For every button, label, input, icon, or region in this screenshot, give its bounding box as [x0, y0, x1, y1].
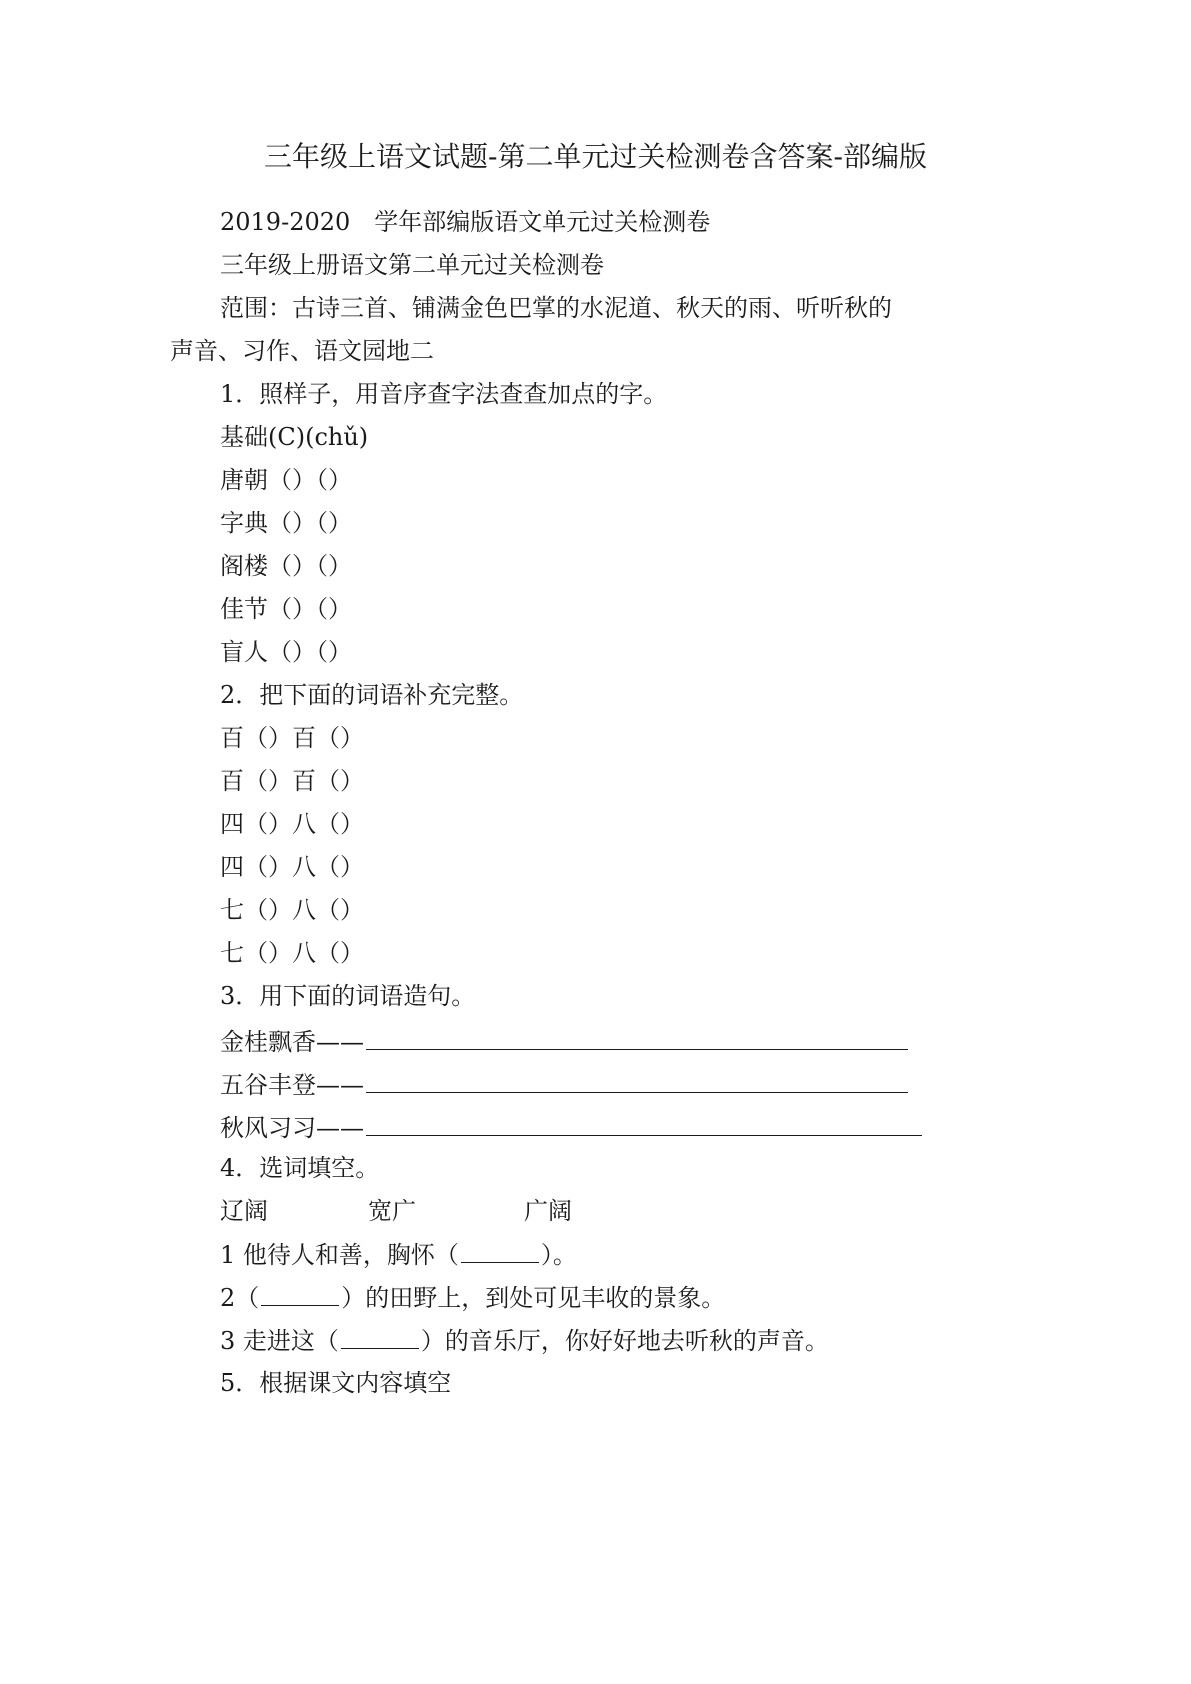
q2-item: 四（）八（）: [220, 853, 364, 881]
q4-sentence-text: 3 走进这（: [220, 1327, 339, 1355]
document-title: 三年级上语文试题-第二单元过关检测卷含答案-部编版: [264, 140, 927, 173]
q3-prompt: 3．用下面的词语造句。: [220, 982, 476, 1010]
fill-blank[interactable]: [261, 1281, 339, 1306]
q1-item: 唐朝（）（）: [220, 466, 352, 494]
q1-item: 阁楼（）（）: [220, 552, 352, 580]
answer-line[interactable]: [366, 1109, 922, 1136]
subtitle-grade: 三年级上册语文第二单元过关检测卷: [220, 251, 604, 279]
q4-sentence-text: ）的田野上，到处可见丰收的景象。: [341, 1284, 726, 1312]
fill-blank[interactable]: [341, 1324, 419, 1349]
q4-options: [220, 1195, 572, 1227]
q2-item: 七（）八（）: [220, 939, 364, 967]
q1-item: 字典（）（）: [220, 509, 352, 537]
q4-sentence: [220, 1238, 577, 1271]
q4-sentence-text: 2（: [220, 1284, 260, 1312]
q4-option: 广阔: [524, 1197, 572, 1225]
q4-option: 宽广: [368, 1197, 416, 1225]
q2-item: 七（）八（）: [220, 896, 364, 924]
q3-word: 金桂飘香——: [220, 1028, 364, 1056]
q4-sentence-text: ）的音乐厅，你好好地去听秋的声音。: [420, 1327, 829, 1355]
q4-sentence: [220, 1281, 725, 1314]
fill-blank[interactable]: [461, 1238, 539, 1263]
answer-line[interactable]: [366, 1023, 908, 1050]
q3-sentence-row: [220, 1023, 908, 1058]
q2-item: 百（）百（）: [220, 724, 364, 752]
q1-prompt: 1．照样子，用音序查字法查查加点的字。: [220, 380, 668, 408]
q1-example: 基础(C)(chǔ): [220, 423, 369, 451]
q2-item: 四（）八（）: [220, 810, 364, 838]
scope-line-1: 范围：古诗三首、铺满金色巴掌的水泥道、秋天的雨、听听秋的: [220, 294, 892, 322]
q2-item: 百（）百（）: [220, 767, 364, 795]
q3-sentence-row: [220, 1109, 922, 1144]
subtitle-year: 2019-2020 学年部编版语文单元过关检测卷: [220, 208, 711, 236]
q4-prompt: 4．选词填空。: [220, 1154, 380, 1182]
q4-sentence-text: ）。: [540, 1241, 577, 1269]
q4-sentence: [220, 1324, 829, 1357]
q3-word: 秋风习习——: [220, 1114, 364, 1142]
q3-word: 五谷丰登——: [220, 1071, 364, 1099]
answer-line[interactable]: [366, 1066, 908, 1093]
q1-item: 佳节（）（）: [220, 595, 352, 623]
scope-line-2: 声音、习作、语文园地二: [170, 337, 434, 365]
q1-item: 盲人（）（）: [220, 638, 352, 666]
q3-sentence-row: [220, 1066, 908, 1101]
q2-prompt: 2．把下面的词语补充完整。: [220, 681, 524, 709]
q4-option: 辽阔: [220, 1197, 268, 1225]
q4-sentence-text: 1 他待人和善，胸怀（: [220, 1241, 459, 1269]
q5-prompt: 5．根据课文内容填空: [220, 1369, 452, 1397]
